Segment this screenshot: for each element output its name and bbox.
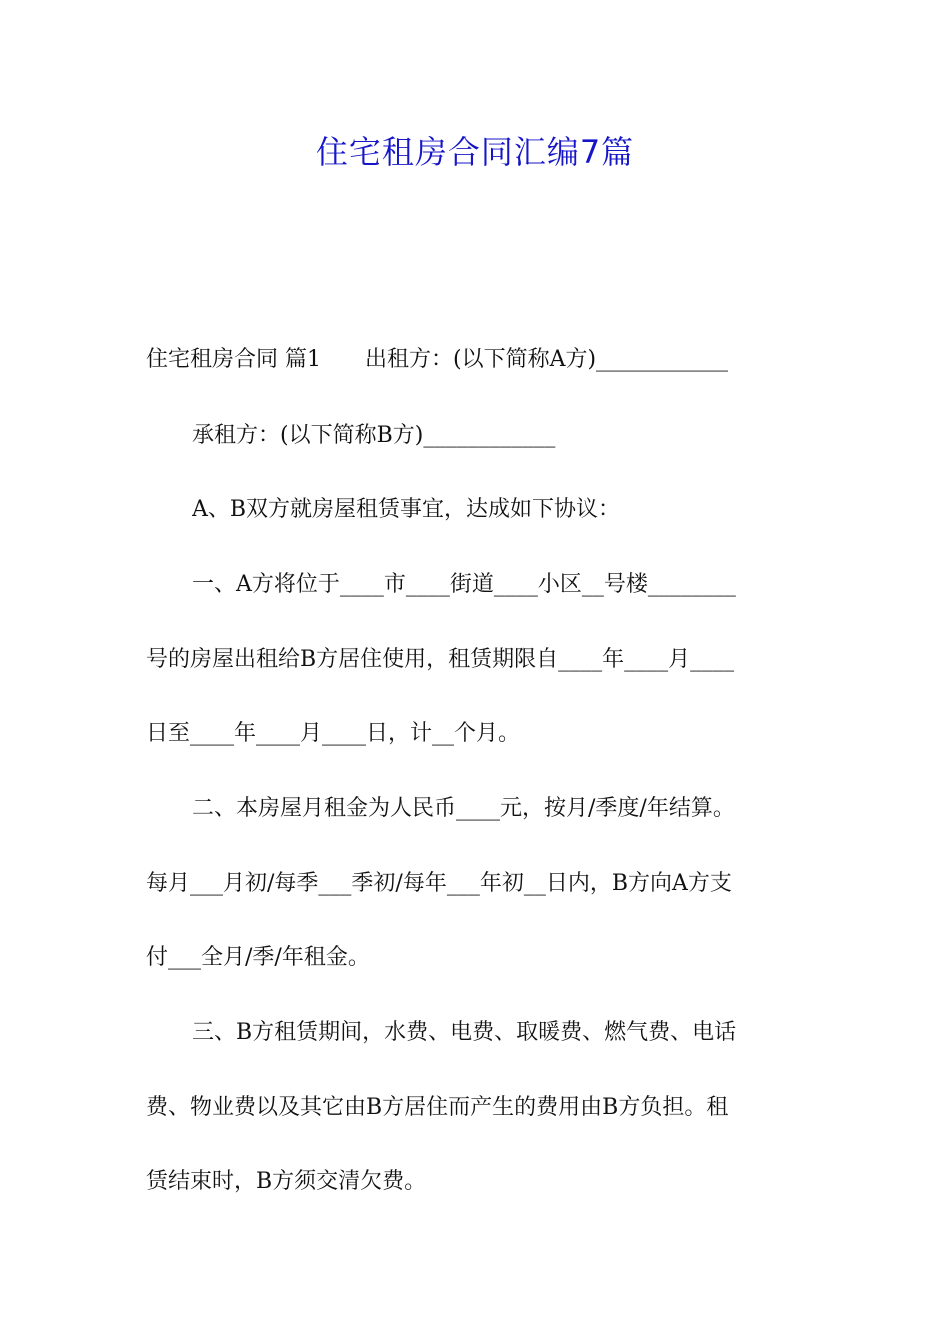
clause-1-line-2: 号的房屋出租给B方居住使用，租赁期限自____年____月____ [146,647,735,672]
clause-2-line-1: 二、本房屋月租金为人民币____元，按月/季度/年结算。 [192,796,735,821]
clause-1-line-1: 一、A方将位于____市____街道____小区__号楼________ [192,572,736,597]
first-line [146,344,814,376]
clause-2-line-2: 每月___月初/每季___季初/每年___年初__日内，B方向A方支 [146,871,732,896]
contract-heading: 住宅租房合同 篇1 [146,347,321,372]
clause-2-line-3: 付___全月/季/年租金。 [146,945,370,970]
agreement-intro: A、B双方就房屋租赁事宜，达成如下协议： [192,497,621,522]
clause-3-line-1: 三、B方租赁期间，水费、电费、取暖费、燃气费、电话 [192,1020,737,1045]
lessee-line: 承租方：(以下简称B方)____________ [192,423,556,448]
clause-3-line-2: 费、物业费以及其它由B方居住而产生的费用由B方负担。租 [146,1095,729,1120]
document-title: 住宅租房合同汇编7篇 [315,133,635,171]
clause-1-line-3: 日至____年____月____日，计__个月。 [146,721,521,746]
lessor-line: 出租方：(以下简称A方)____________ [365,347,729,372]
clause-3-line-3: 赁结束时，B方须交清欠费。 [146,1169,427,1194]
